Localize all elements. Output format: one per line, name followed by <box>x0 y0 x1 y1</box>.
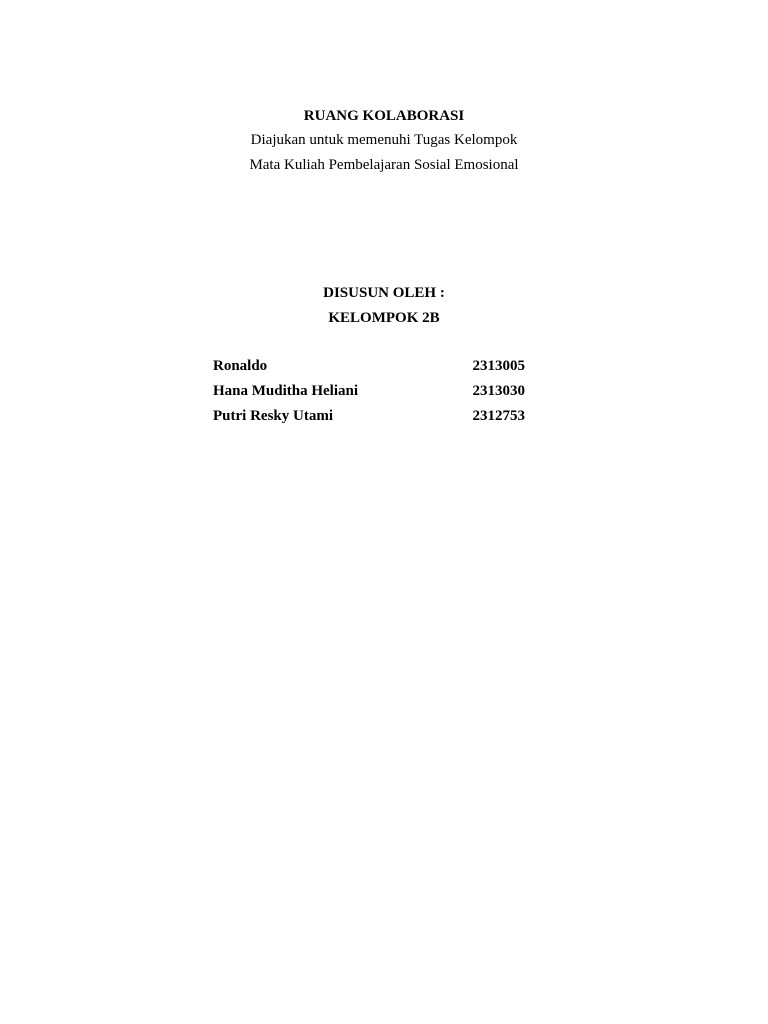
document-subtitle-line-1: Diajukan untuk memenuhi Tugas Kelompok <box>250 132 518 148</box>
member-list <box>213 358 525 433</box>
document-title: RUANG KOLABORASI <box>303 108 465 124</box>
member-row <box>213 358 525 383</box>
compiled-by-label: DISUSUN OLEH : <box>323 285 445 301</box>
document-subtitle-line-2: Mata Kuliah Pembelajaran Sosial Emosional <box>249 157 519 173</box>
member-row <box>213 408 525 433</box>
member-name: Putri Resky Utami <box>213 408 333 424</box>
member-student-id: 2312753 <box>472 408 525 424</box>
member-name: Ronaldo <box>213 358 268 374</box>
member-student-id: 2313030 <box>472 383 525 399</box>
member-name: Hana Muditha Heliani <box>213 383 359 399</box>
member-row <box>213 383 525 408</box>
member-student-id: 2313005 <box>472 358 525 374</box>
group-name: KELOMPOK 2B <box>328 310 440 326</box>
